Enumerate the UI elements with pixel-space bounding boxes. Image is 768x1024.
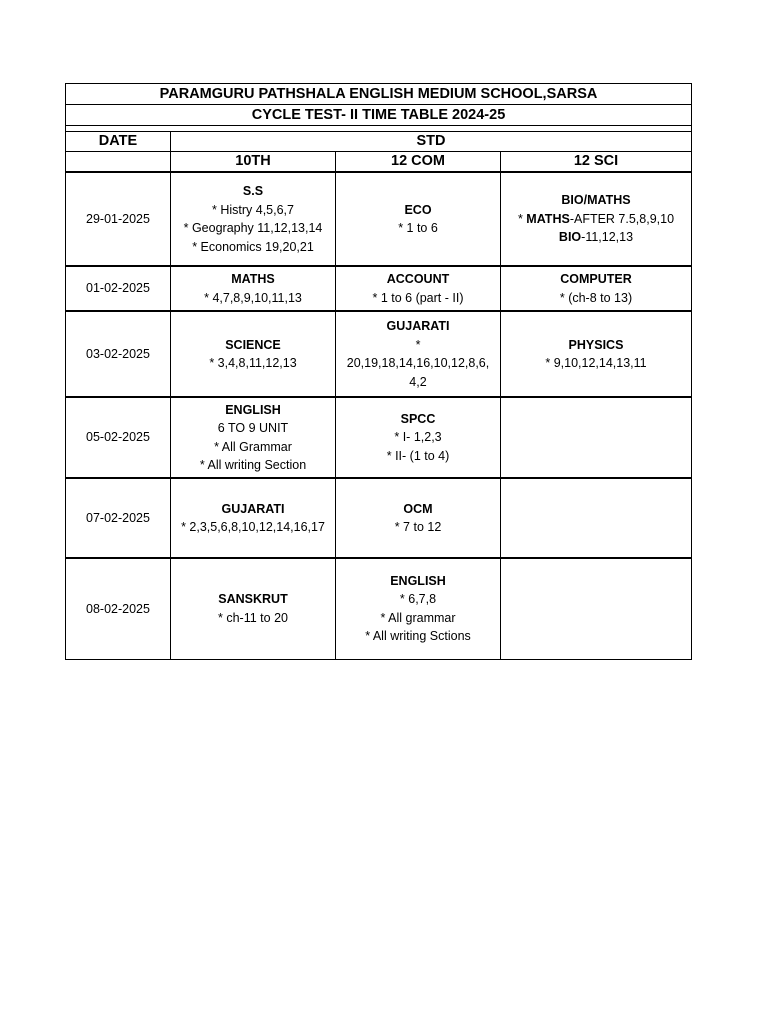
chapter-line: * [415, 337, 421, 352]
chapter-line [502, 228, 690, 247]
chapter-line: * 9,10,12,14,13,11 [545, 356, 647, 370]
chapter-line [502, 210, 690, 229]
chapter-line: * All grammar [380, 610, 456, 625]
table-row [66, 172, 692, 266]
chapters: -AFTER 7.5,8,9,10 [569, 211, 675, 226]
timetable-title: CYCLE TEST- II TIME TABLE 2024-25 [66, 105, 692, 126]
table-row [66, 266, 692, 311]
cell-10th [171, 311, 336, 397]
chapter-line: * 3,4,8,11,12,13 [209, 356, 297, 370]
subject-name: MATHS [231, 272, 275, 286]
cell-12sci [501, 172, 692, 266]
header-blank [66, 152, 171, 173]
subject-name: SANSKRUT [218, 592, 288, 607]
subject-name: GUJARATI [386, 319, 450, 333]
row-date: 01-02-2025 [66, 266, 171, 311]
school-name: PARAMGURU PATHSHALA ENGLISH MEDIUM SCHOOL,SARSA [66, 84, 692, 105]
subject-name: ACCOUNT [386, 272, 450, 286]
chapter-line: * ch-11 to 20 [218, 610, 288, 625]
cell-12com [336, 311, 501, 397]
row-date: 05-02-2025 [66, 397, 171, 478]
cell-12sci [501, 478, 692, 558]
subject-name: ENGLISH [225, 402, 281, 417]
chapter-line: * 1 to 6 (part - II) [372, 290, 464, 305]
chapters: -11,12,13 [581, 230, 634, 245]
chapter-line: * (ch-8 to 13) [559, 290, 633, 305]
header-12sci: 12 SCI [501, 152, 692, 173]
cell-12sci [501, 311, 692, 397]
time-table [65, 83, 692, 660]
row-date: 07-02-2025 [66, 478, 171, 558]
bullet: * [517, 211, 527, 226]
cell-12sci [501, 558, 692, 659]
chapter-line: 6 TO 9 UNIT [217, 421, 289, 435]
chapter-line: * 6,7,8 [399, 592, 437, 607]
cell-12com [336, 558, 501, 659]
cell-10th [171, 478, 336, 558]
subject-name: PHYSICS [568, 337, 624, 352]
subject-name: S.S [242, 184, 264, 198]
chapter-line: * Histry 4,5,6,7 [212, 202, 294, 217]
subject-name: GUJARATI [221, 501, 285, 516]
cell-12com [336, 397, 501, 478]
cell-10th [171, 397, 336, 478]
row-date: 03-02-2025 [66, 311, 171, 397]
header-12com: 12 COM [336, 152, 501, 173]
chapter-line: * All writing Section [199, 458, 307, 472]
table-row [66, 478, 692, 558]
subject-name: COMPUTER [560, 272, 632, 286]
cell-10th [171, 172, 336, 266]
chapter-line: 20,19,18,14,16,10,12,8,6, [346, 356, 490, 370]
table-row [66, 397, 692, 478]
chapter-line: * Economics 19,20,21 [192, 239, 314, 254]
table-row [66, 558, 692, 659]
chapter-line: 4,2 [409, 374, 427, 389]
chapter-line: * 2,3,5,6,8,10,12,14,16,17 [181, 520, 325, 534]
chapter-line: * 7 to 12 [394, 520, 442, 534]
chapter-line: * I- 1,2,3 [394, 430, 442, 445]
chapter-line: * All writing Sctions [365, 629, 471, 644]
subject-name: SPCC [400, 411, 436, 426]
cell-12com [336, 266, 501, 311]
cell-12sci [501, 266, 692, 311]
cell-12sci [501, 397, 692, 478]
chapter-line: * 4,7,8,9,10,11,13 [204, 290, 302, 305]
header-std: STD [171, 132, 692, 152]
subject-name: BIO/MATHS [561, 193, 631, 208]
row-date: 29-01-2025 [66, 172, 171, 266]
cell-12com [336, 172, 501, 266]
row-date: 08-02-2025 [66, 558, 171, 659]
subject-name: SCIENCE [225, 337, 281, 352]
chapter-line: * Geography 11,12,13,14 [183, 221, 323, 235]
sub-subject: BIO [558, 230, 582, 245]
header-10th: 10TH [171, 152, 336, 173]
subject-name: ECO [404, 202, 432, 217]
header-date: DATE [66, 132, 171, 152]
table-row [66, 311, 692, 397]
subject-name: OCM [403, 501, 433, 516]
chapter-line: * II- (1 to 4) [386, 448, 450, 463]
cell-10th [171, 558, 336, 659]
sub-subject: MATHS [526, 211, 570, 226]
cell-12com [336, 478, 501, 558]
chapter-line: * 1 to 6 [398, 221, 438, 235]
chapter-line: * All Grammar [214, 439, 292, 454]
cell-10th [171, 266, 336, 311]
subject-name: ENGLISH [390, 573, 446, 588]
